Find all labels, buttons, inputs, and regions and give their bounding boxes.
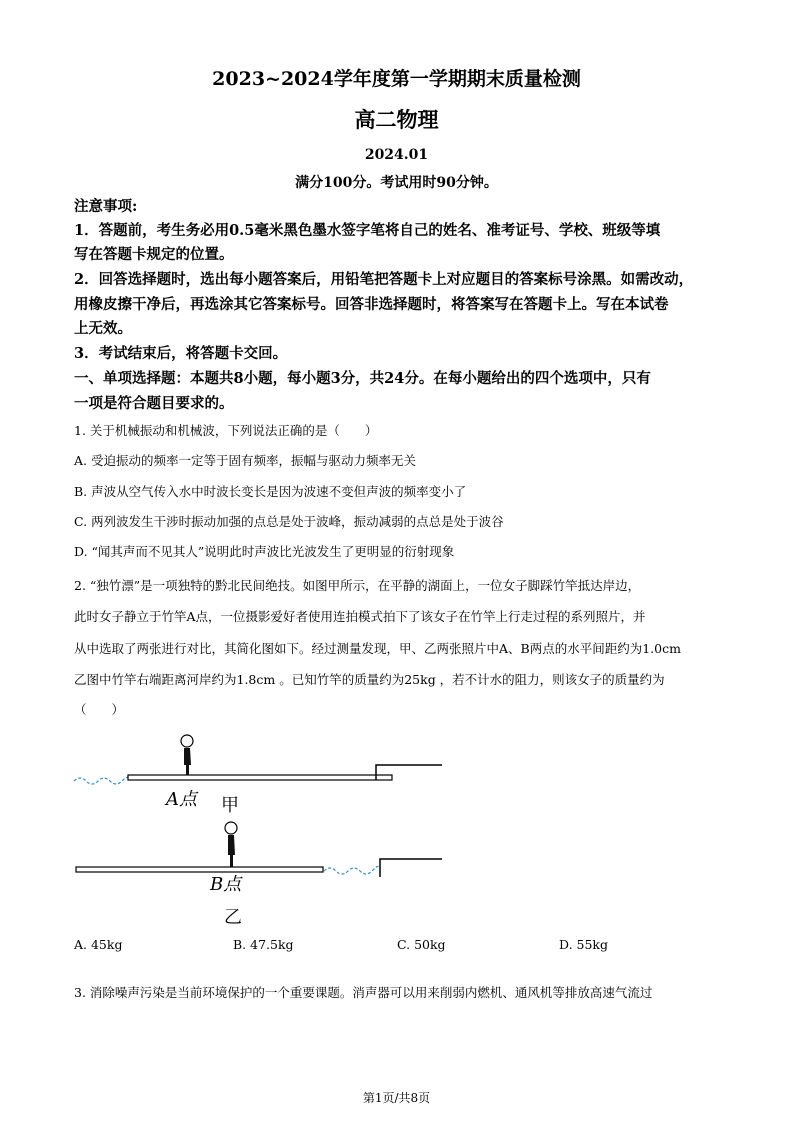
notice-item1-line2: 写在答题卡规定的位置。 (74, 246, 234, 263)
page-footer: 第1页/共8页 (362, 1091, 431, 1105)
q2-line4: 乙图中竹竿右端距离河岸约为1.8cm 。已知竹竿的质量约为25kg ，若不计水的阻力，则该女子的质量约为 (74, 672, 665, 687)
label-yi: 乙 (224, 907, 242, 928)
q2-option-b: B. 47.5kg (233, 937, 294, 952)
notice-item2-line2: 用橡皮擦干净后，再选涂其它答案标号。回答非选择题时，将答案写在答题卡上。写在本试卷 (74, 296, 669, 313)
label-jia: 甲 (221, 795, 239, 816)
q2-option-d: D. 55kg (559, 937, 609, 952)
q2-line1: 2. “独竹漂”是一项独特的黔北民间绝技。如图甲所示，在平静的湖面上，一位女子脚踩竹竿抵达岸边， (74, 578, 641, 593)
figure-jia (74, 735, 442, 816)
q2-line2: 此时女子静立于竹竿A点，一位摄影爱好者使用连拍模式拍下了该女子在竹竿上行走过程的系列照片，并 (74, 609, 646, 624)
label-b-point: B点 (210, 874, 242, 895)
notice-item2-line1: 2．回答选择题时，选出每小题答案后，用铅笔把答题卡上对应题目的答案标号涂黑。如需改动， (74, 271, 694, 288)
q1-option-c: C. 两列波发生干涉时振动加强的点总是处于波峰，振动减弱的点总是处于波谷 (74, 514, 504, 529)
q2-option-c: C. 50kg (397, 937, 446, 952)
q1-option-a: A. 受迫振动的频率一定等于固有频率，振幅与驱动力频率无关 (74, 453, 416, 468)
riverbank-yi (380, 859, 442, 877)
section1-line1: 一、单项选择题：本题共8小题，每小题3分，共24分。在每小题给出的四个选项中，只有 (74, 370, 651, 387)
q2-line5: （ ） (74, 702, 125, 717)
bamboo-raft-figure (0, 725, 793, 930)
figure-yi (76, 822, 442, 928)
exam-score-time: 满分100分。考试用时90分钟。 (295, 175, 498, 191)
water-wave-right (324, 867, 378, 875)
notice-item1-line1: 1．答题前，考生务必用0.5毫米黑色墨水签字笔将自己的姓名、准考证号、学校、班级等填 (74, 222, 661, 239)
bamboo-pole-yi (76, 867, 323, 872)
q2-option-a: A. 45kg (74, 937, 123, 952)
q1-option-b: B. 声波从空气传入水中时波长变长是因为波速不变但声波的频率变小了 (74, 484, 467, 499)
woman-figure-jia (181, 735, 193, 775)
q2-line3: 从中选取了两张进行对比，其简化图如下。经过测量发现，甲、乙两张照片中A、B两点的水平间距约为1.0cm (74, 641, 681, 656)
water-wave-left (74, 777, 130, 784)
notice-item3: 3．考试结束后，将答题卡交回。 (74, 345, 288, 362)
exam-date: 2024.01 (364, 147, 429, 163)
exam-subject: 高二物理 (354, 107, 439, 132)
exam-title: 2023~2024学年度第一学期期末质量检测 (212, 68, 581, 90)
notice-heading: 注意事项: (74, 198, 138, 215)
q3-line1: 3. 消除噪声污染是当前环境保护的一个重要课题。消声器可以用来削弱内燃机、通风机等排放高速气流过 (74, 985, 653, 1000)
bamboo-pole-jia (128, 775, 392, 780)
notice-item2-line3: 上无效。 (74, 320, 132, 337)
label-a-point: A点 (166, 789, 197, 810)
q1-option-d: D. “闻其声而不见其人”说明此时声波比光波发生了更明显的衍射现象 (74, 544, 455, 559)
section1-line2: 一项是符合题目要求的。 (74, 395, 234, 412)
q1-stem: 1. 关于机械振动和机械波，下列说法正确的是（ ） (74, 423, 378, 438)
